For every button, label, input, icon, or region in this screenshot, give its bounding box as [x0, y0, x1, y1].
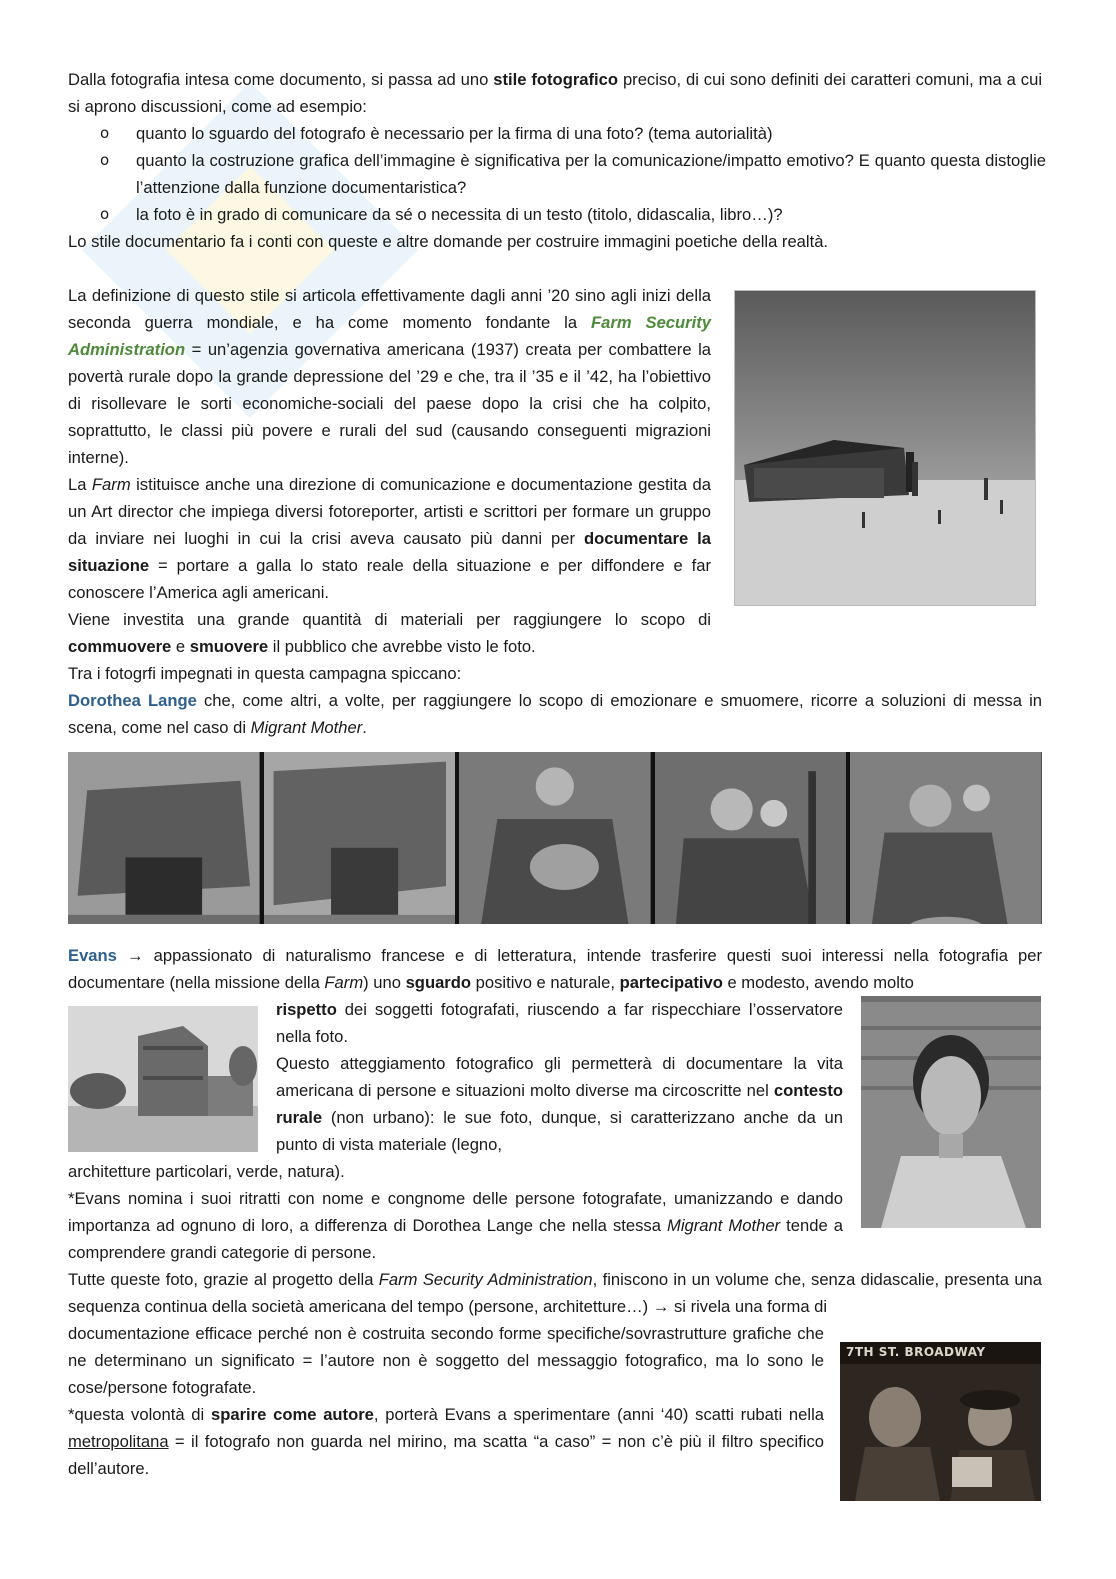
migrant-mother-sequence [68, 752, 1042, 924]
list-item: o quanto la costruzione grafica dell’immagine è significativa per la comunicazione/impatto emotivo? E quanto questa distoglie l’attenzione dalla funzione documentaristica? [100, 147, 1046, 201]
subway-passengers-photo [840, 1342, 1041, 1501]
farm-paragraph: La Farm istituisce anche una direzione di comunicazione e documentazione gestita da un Art director che impiega diversi fotoreporter, artisti e scrittori per formare un gruppo da inviare nei luoghi in cui la crisi aveva causato più danni per documentare la situazione = portare a galla lo stato reale della situazione e per diffondere e far conoscere l’America agli americani. [68, 475, 711, 602]
intro-closing: Lo stile documentario fa i conti con queste e altre domande per costruire immagini poetiche della realtà. [68, 232, 829, 251]
portrait-names-note: *Evans nomina i suoi ritratti con nome e congnome delle persone fotografate, umanizzando e dando importanza ad ognuno di loro, a differenza di Dorothea Lange che nella stessa Migrant Mother tende a comprendere grandi categorie di persone. [68, 1189, 843, 1262]
rural-store-photo [68, 1006, 258, 1152]
documentation-paragraph: documentazione efficace perché non è costruita secondo forme specifiche/sovrastrutture grafiche che ne determinano un significato = l’autore non è soggetto del messaggio fotografico, ma lo sono le cose/persone fotografate. [68, 1324, 824, 1397]
fsa-paragraph: La definizione di questo stile si articola effettivamente dagli anni ’20 sino agli inizi della seconda guerra mondiale, e ha come momento fondante la Farm Security Administration = un’agenzia governativa americana (1937) creata per combattere la povertà rurale dopo la grande depressione del ’29 e che, tra il ’35 e il ’42, ha l’obiettivo di risollevare le sorti economiche-sociali del paese dopo la crisi che ha colpito, soprattutto, le classi più povere e rurali del sud (causando conseguenti migrazioni interne). [68, 286, 711, 467]
list-item: o la foto è in grado di comunicare da sé o necessita di un testo (titolo, didascalia, libro…)? [100, 201, 1046, 228]
subway-sign: 7TH ST. BROADWAY [846, 1345, 986, 1359]
question-list [100, 120, 1046, 228]
viene-paragraph: Viene investita una grande quantità di materiali per raggiungere lo scopo di commuovere e smuovere il pubblico che avrebbe visto le foto. [68, 610, 711, 656]
rispetto-paragraph: rispetto dei soggetti fotografati, riuscendo a far rispecchiare l’osservatore nella foto. [276, 1000, 843, 1046]
fsa-volume-paragraph: Tutte queste foto, grazie al progetto della Farm Security Administration, finiscono in un volume che, senza didascalie, presenta una sequenza continua della società americana del tempo (persone, architetture…) → si rivela una forma di [68, 1270, 1042, 1316]
migrant-mother-frame-1 [68, 752, 260, 924]
rural-context-paragraph: Questo atteggiamento fotografico gli permetterà di documentare la vita americana di persone e situazioni molto diverse ma circoscritte nel contesto rurale (non urbano): le sue foto, dunque, si caratterizzano anche da un punto di vista materiale (legno, [276, 1054, 843, 1154]
intro-paragraph: Dalla fotografia intesa come documento, si passa ad uno stile fotografico preciso, di cui sono definiti dei caratteri comuni, ma a cui si aprono discussioni, come ad esempio: [68, 70, 1042, 116]
migrant-mother-frame-5 [850, 752, 1042, 924]
woman-portrait-photo [861, 996, 1041, 1228]
subway-note: *questa volontà di sparire come autore, porterà Evans a sperimentare (anni ‘40) scatti rubati nella metropolitana = il fotografo non guarda nel mirino, ma scatta “a caso” = non c’è più il filtro specifico dell’autore. [68, 1405, 824, 1478]
lange-paragraph: Dorothea Lange che, come altri, a volte, per raggiungere lo scopo di emozionare e smuomere, ricorre a soluzioni di messa in scena, come nel caso di Migrant Mother. [68, 691, 1042, 737]
migrant-mother-frame-4 [655, 752, 847, 924]
migrant-mother-frame-3 [459, 752, 651, 924]
photographers-intro: Tra i fotogrfi impegnati in questa campagna spiccano: [68, 664, 462, 683]
list-item: o quanto lo sguardo del fotografo è necessario per la firma di una foto? (tema autorialità) [100, 120, 1046, 147]
evans-paragraph: Evans → appassionato di naturalismo francese e di letteratura, intende trasferire questi suoi interessi nella fotografia per documentare (nella missione della Farm) uno sguardo positivo e naturale, partecipativo e modesto, avendo molto [68, 946, 1042, 992]
dust-storm-photo [734, 290, 1036, 606]
migrant-mother-frame-2 [264, 752, 456, 924]
architecture-line: architetture particolari, verde, natura). [68, 1162, 345, 1181]
